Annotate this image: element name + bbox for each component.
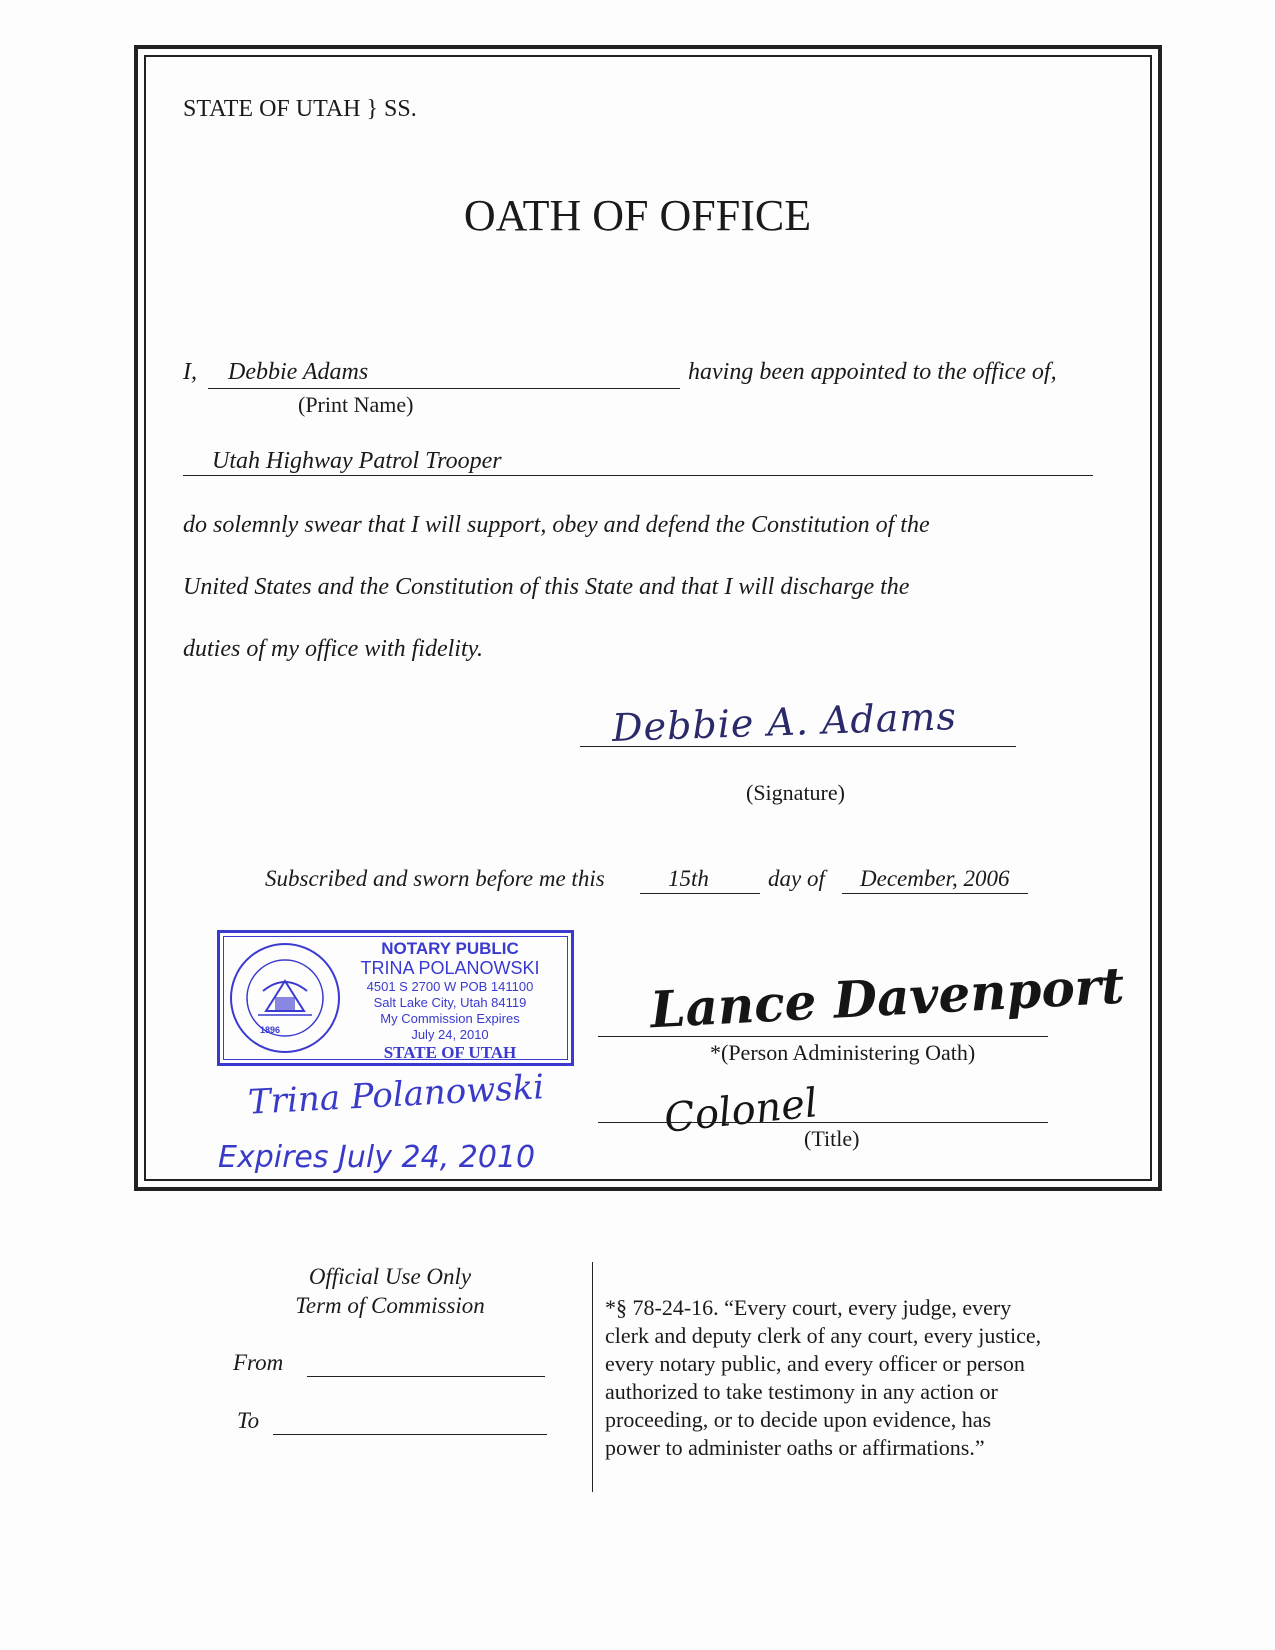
- stamp-line4: Salt Lake City, Utah 84119: [373, 995, 527, 1010]
- title-underline: [598, 1122, 1048, 1123]
- from-field[interactable]: [307, 1376, 545, 1377]
- administrator-signature: Lance Davenport: [648, 955, 1126, 1040]
- administrator-underline: [598, 1036, 1048, 1037]
- stamp-line6: July 24, 2010: [411, 1027, 489, 1042]
- stamp-line3: 4501 S 2700 W POB 141100: [366, 979, 534, 994]
- name-value: Debbie Adams: [228, 359, 369, 385]
- state-seal-icon: [228, 941, 342, 1055]
- signature-label: (Signature): [746, 780, 845, 805]
- notary-expires: Expires July 24, 2010: [218, 1140, 536, 1175]
- official-use-heading: Official Use Only: [308, 1264, 472, 1289]
- notary-signature: Trina Polanowski: [247, 1067, 546, 1123]
- day-of-text: day of: [768, 866, 825, 891]
- statute-line6: power to administer oaths or affirmations.”: [605, 1435, 985, 1460]
- sworn-prefix: Subscribed and sworn before me this: [265, 866, 605, 891]
- statute-line2: clerk and deputy clerk of any court, every justice,: [605, 1323, 1042, 1348]
- month-year-value: December, 2006: [860, 866, 1010, 891]
- office-value: Utah Highway Patrol Trooper: [212, 448, 502, 474]
- title-value: Colonel: [662, 1080, 820, 1142]
- name-underline: [208, 388, 680, 389]
- from-label: From: [233, 1350, 284, 1375]
- print-name-label: (Print Name): [298, 392, 414, 417]
- statute-line5: proceeding, or to decide upon evidence, has: [605, 1407, 992, 1432]
- statute-block: [605, 1294, 1041, 1462]
- oath-body-line1: do solemnly swear that I will support, obey and defend the Constitution of the: [183, 512, 930, 538]
- oath-body-line2: United States and the Constitution of this State and that I will discharge the: [183, 574, 910, 600]
- administrator-label: *(Person Administering Oath): [710, 1040, 976, 1065]
- stamp-line5: My Commission Expires: [380, 1011, 520, 1026]
- seal-year: 1896: [260, 1025, 281, 1035]
- statute-line3: every notary public, and every officer or person: [605, 1351, 1025, 1376]
- day-value: 15th: [668, 866, 709, 891]
- notary-stamp: [217, 930, 574, 1066]
- employee-signature: Debbie A. Adams: [611, 693, 958, 751]
- column-divider: [592, 1262, 593, 1492]
- state-line: STATE OF UTAH } SS.: [183, 96, 417, 122]
- stamp-line2: TRINA POLANOWSKI: [360, 958, 540, 978]
- signature-underline: [580, 746, 1016, 747]
- statute-line4: authorized to take testimony in any action or: [605, 1379, 998, 1404]
- to-label: To: [237, 1408, 260, 1433]
- stamp-line1: NOTARY PUBLIC: [381, 939, 519, 958]
- appointed-text: having been appointed to the office of,: [688, 359, 1057, 385]
- office-underline: [183, 475, 1093, 476]
- page-title: OATH OF OFFICE: [463, 191, 812, 240]
- term-of-commission-heading: Term of Commission: [295, 1293, 485, 1318]
- oath-lead: I,: [183, 359, 197, 385]
- oath-body-line3: duties of my office with fidelity.: [183, 636, 483, 662]
- day-underline: [640, 893, 760, 894]
- stamp-line7: STATE OF UTAH: [383, 1043, 517, 1062]
- title-label: (Title): [804, 1126, 860, 1151]
- to-field[interactable]: [273, 1434, 547, 1435]
- month-underline: [842, 893, 1028, 894]
- statute-line1: *§ 78-24-16. “Every court, every judge, every: [605, 1295, 1012, 1320]
